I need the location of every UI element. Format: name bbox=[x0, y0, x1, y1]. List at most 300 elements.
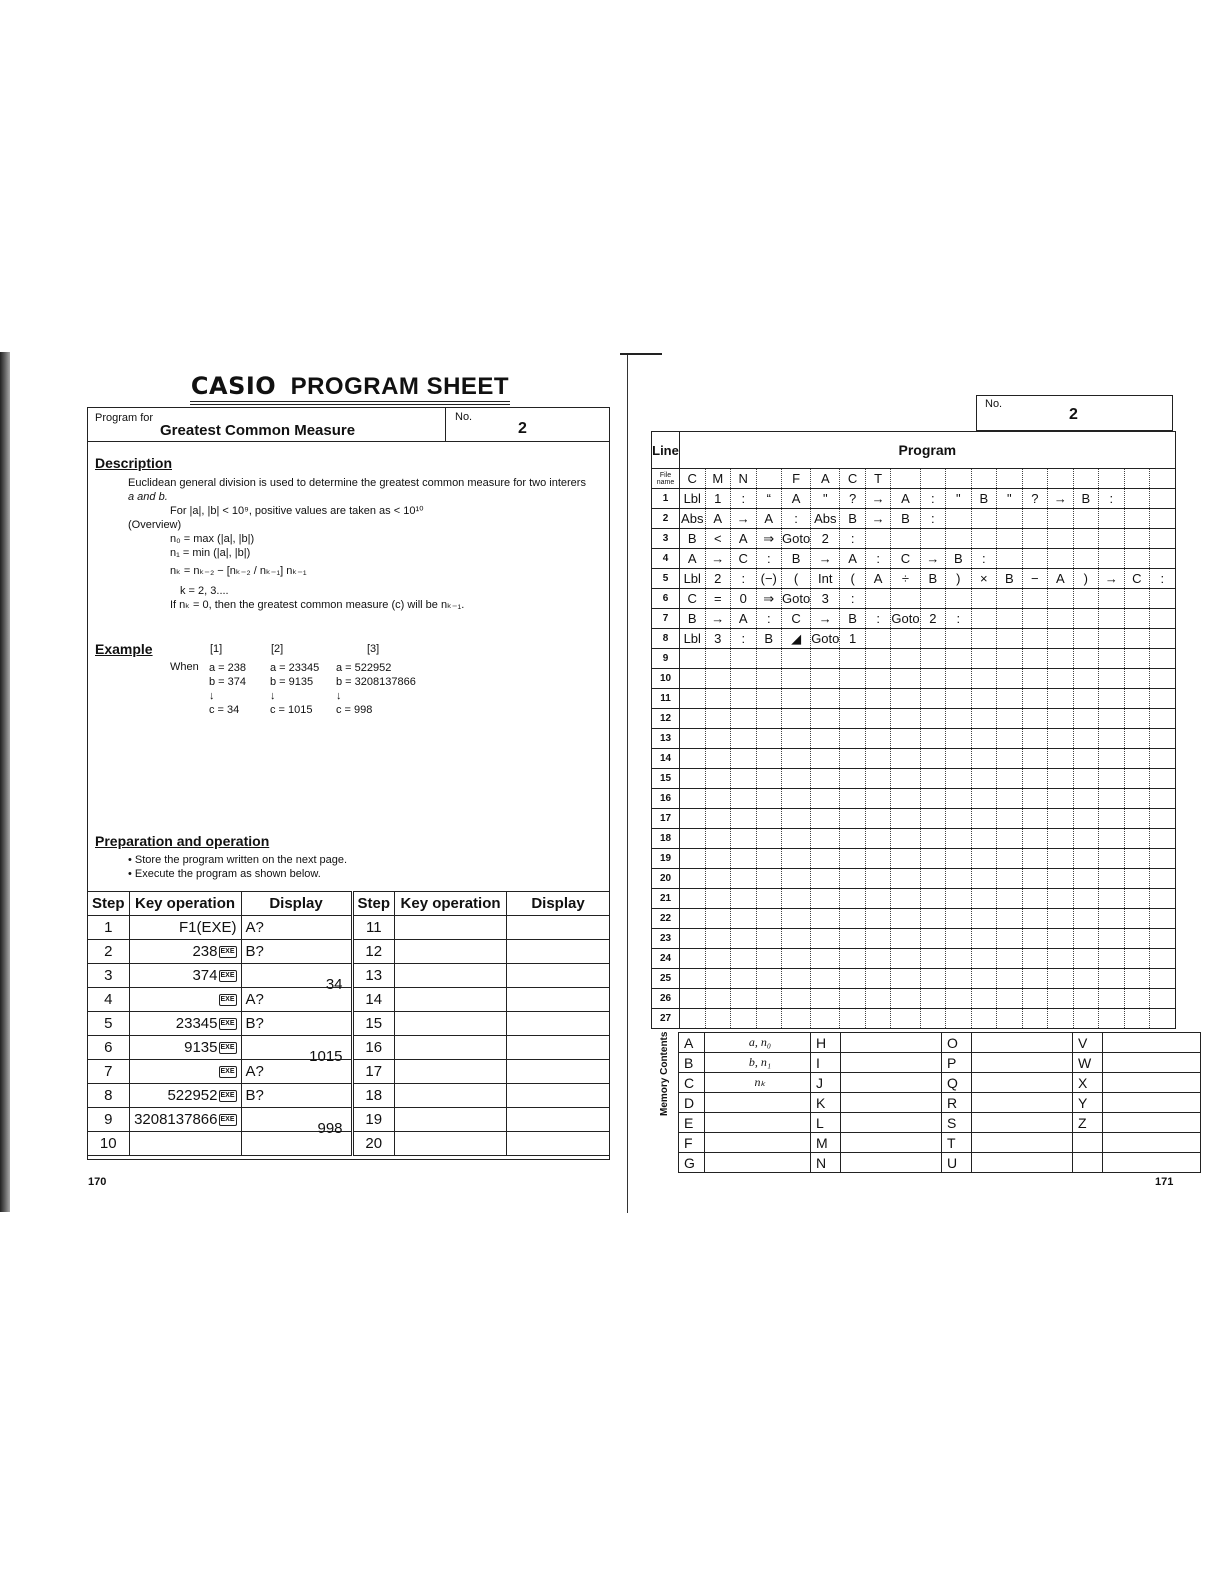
program-cell bbox=[971, 949, 997, 969]
program-cell bbox=[865, 949, 891, 969]
program-cell bbox=[1048, 769, 1074, 789]
program-cell bbox=[1099, 869, 1125, 889]
memory-value bbox=[972, 1153, 1073, 1173]
program-cell bbox=[1124, 629, 1150, 649]
program-cell: 0 bbox=[731, 589, 757, 609]
line-number: 15 bbox=[652, 769, 680, 789]
memory-variable: L bbox=[811, 1113, 841, 1133]
program-cell bbox=[840, 889, 866, 909]
program-cell bbox=[946, 769, 972, 789]
program-cell bbox=[971, 709, 997, 729]
program-cell bbox=[1022, 649, 1048, 669]
program-cell bbox=[1048, 609, 1074, 629]
program-cell bbox=[971, 729, 997, 749]
example-heading: Example bbox=[95, 641, 153, 657]
step-number: 10 bbox=[88, 1132, 130, 1156]
program-cell: : bbox=[971, 549, 997, 569]
program-cell bbox=[946, 829, 972, 849]
program-cell: : bbox=[840, 529, 866, 549]
program-cell bbox=[782, 869, 811, 889]
program-cell bbox=[946, 729, 972, 749]
program-cell: → bbox=[705, 609, 731, 629]
program-cell bbox=[997, 749, 1023, 769]
program-cell bbox=[865, 689, 891, 709]
program-cell: A bbox=[811, 469, 840, 489]
memory-value bbox=[972, 1093, 1073, 1113]
example-1-arrow: ↓ bbox=[209, 690, 215, 702]
program-cell bbox=[1073, 909, 1099, 929]
program-cell: 2 bbox=[811, 529, 840, 549]
program-cell bbox=[971, 649, 997, 669]
line-number: 13 bbox=[652, 729, 680, 749]
memory-value bbox=[972, 1133, 1073, 1153]
program-cell bbox=[840, 829, 866, 849]
program-cell bbox=[920, 689, 946, 709]
program-cell: B bbox=[1073, 489, 1099, 509]
program-cell: T bbox=[865, 469, 891, 489]
program-cell bbox=[946, 889, 972, 909]
key-operation bbox=[129, 1084, 241, 1108]
memory-value bbox=[972, 1073, 1073, 1093]
program-cell: → bbox=[1048, 489, 1074, 509]
program-cell bbox=[1150, 969, 1176, 989]
program-cell bbox=[1150, 549, 1176, 569]
program-cell bbox=[680, 969, 706, 989]
program-cell bbox=[731, 669, 757, 689]
program-cell bbox=[865, 789, 891, 809]
program-cell bbox=[1099, 589, 1125, 609]
program-cell bbox=[1022, 609, 1048, 629]
program-cell bbox=[1150, 1009, 1176, 1029]
program-cell bbox=[891, 829, 920, 849]
program-line-row bbox=[652, 749, 1176, 769]
program-cell: A bbox=[840, 549, 866, 569]
program-cell bbox=[1048, 509, 1074, 529]
program-line-row bbox=[652, 929, 1176, 949]
memory-variable: O bbox=[942, 1033, 972, 1053]
program-line-row bbox=[652, 549, 1176, 569]
display-prompt: A? bbox=[245, 919, 264, 936]
program-cell bbox=[1073, 629, 1099, 649]
program-cell bbox=[865, 709, 891, 729]
program-cell bbox=[811, 929, 840, 949]
step-row bbox=[88, 988, 610, 1012]
program-cell bbox=[891, 749, 920, 769]
program-cell bbox=[840, 1009, 866, 1029]
step-number: 11 bbox=[352, 916, 395, 940]
program-cell bbox=[997, 469, 1023, 489]
program-cell: B bbox=[891, 509, 920, 529]
exe-key-icon: EXE bbox=[219, 1090, 237, 1102]
program-line-row bbox=[652, 789, 1176, 809]
program-cell bbox=[705, 829, 731, 849]
program-cell bbox=[997, 989, 1023, 1009]
memory-variable: G bbox=[679, 1153, 705, 1173]
memory-variable: W bbox=[1073, 1053, 1103, 1073]
program-cell bbox=[1022, 469, 1048, 489]
program-cell bbox=[920, 649, 946, 669]
description-text bbox=[128, 476, 608, 612]
program-cell bbox=[680, 829, 706, 849]
program-cell bbox=[782, 849, 811, 869]
program-cell bbox=[705, 689, 731, 709]
program-cell bbox=[1073, 829, 1099, 849]
program-cell bbox=[997, 909, 1023, 929]
program-cell bbox=[1124, 469, 1150, 489]
display-cell bbox=[241, 1060, 352, 1084]
program-line-row bbox=[652, 689, 1176, 709]
program-cell bbox=[865, 809, 891, 829]
no-label-right: No. bbox=[985, 398, 1003, 410]
key-operation bbox=[395, 1012, 507, 1036]
program-cell bbox=[1124, 969, 1150, 989]
program-cell: N bbox=[731, 469, 757, 489]
memory-value bbox=[1103, 1153, 1201, 1173]
step-number: 16 bbox=[352, 1036, 395, 1060]
line-number: 27 bbox=[652, 1009, 680, 1029]
program-cell bbox=[840, 849, 866, 869]
program-cell bbox=[920, 629, 946, 649]
memory-variable: P bbox=[942, 1053, 972, 1073]
program-cell bbox=[865, 969, 891, 989]
program-cell: Goto bbox=[782, 529, 811, 549]
description-line: For |a|, |b| < 10⁹, positive values are taken as < 10¹⁰ bbox=[170, 505, 424, 517]
program-cell bbox=[1022, 969, 1048, 989]
program-cell: A bbox=[1048, 569, 1074, 589]
program-cell bbox=[782, 729, 811, 749]
program-table bbox=[651, 431, 1176, 1029]
step-row bbox=[88, 1060, 610, 1084]
program-cell bbox=[1124, 729, 1150, 749]
step-row bbox=[88, 1084, 610, 1108]
program-cell: : bbox=[865, 549, 891, 569]
key-operation bbox=[129, 1036, 241, 1060]
program-cell: : bbox=[1150, 569, 1176, 589]
program-cell bbox=[811, 809, 840, 829]
program-cell bbox=[971, 589, 997, 609]
title-text: PROGRAM SHEET bbox=[290, 373, 510, 400]
program-cell bbox=[840, 869, 866, 889]
program-cell bbox=[1124, 609, 1150, 629]
program-cell bbox=[1073, 1009, 1099, 1029]
program-cell bbox=[756, 889, 782, 909]
program-cell bbox=[680, 849, 706, 869]
program-cell bbox=[1048, 849, 1074, 869]
program-cell: C bbox=[731, 549, 757, 569]
program-cell bbox=[1099, 769, 1125, 789]
line-number: 10 bbox=[652, 669, 680, 689]
program-cell bbox=[1099, 669, 1125, 689]
program-cell bbox=[1124, 669, 1150, 689]
program-cell bbox=[1048, 929, 1074, 949]
program-cell: 1 bbox=[840, 629, 866, 649]
program-cell: : bbox=[946, 609, 972, 629]
line-number: 22 bbox=[652, 909, 680, 929]
program-cell bbox=[705, 929, 731, 949]
program-line-row bbox=[652, 869, 1176, 889]
program-cell bbox=[782, 749, 811, 769]
memory-value bbox=[1103, 1073, 1201, 1093]
key-operation bbox=[129, 1132, 241, 1156]
program-cell: B bbox=[840, 509, 866, 529]
key-sequence: 23345 bbox=[175, 1015, 218, 1032]
program-cell bbox=[1124, 489, 1150, 509]
memory-value bbox=[1103, 1053, 1201, 1073]
program-cell bbox=[1124, 929, 1150, 949]
program-cell bbox=[1022, 949, 1048, 969]
program-cell bbox=[1048, 809, 1074, 829]
program-cell bbox=[891, 629, 920, 649]
program-cell bbox=[1099, 609, 1125, 629]
program-cell: Lbl bbox=[680, 629, 706, 649]
program-cell: 3 bbox=[705, 629, 731, 649]
program-cell bbox=[1073, 809, 1099, 829]
program-cell bbox=[946, 649, 972, 669]
program-cell bbox=[1150, 649, 1176, 669]
program-cell bbox=[946, 749, 972, 769]
memory-variable: D bbox=[679, 1093, 705, 1113]
program-cell bbox=[1124, 989, 1150, 1009]
program-cell bbox=[1048, 909, 1074, 929]
program-cell bbox=[971, 809, 997, 829]
exe-key-icon: EXE bbox=[219, 970, 237, 982]
prep-line: • Store the program written on the next page. bbox=[128, 854, 348, 866]
program-cell bbox=[1124, 749, 1150, 769]
program-cell bbox=[705, 889, 731, 909]
example-3-c: c = 998 bbox=[336, 704, 373, 716]
example-1-b: b = 374 bbox=[209, 676, 247, 688]
program-cell bbox=[997, 529, 1023, 549]
description-heading: Description bbox=[95, 455, 173, 471]
key-operation bbox=[395, 1084, 507, 1108]
file-name-row bbox=[652, 469, 1176, 489]
program-cell bbox=[1048, 829, 1074, 849]
program-cell bbox=[1073, 549, 1099, 569]
formula-n1: n₁ = min (|a|, |b|) bbox=[170, 547, 251, 559]
key-operation bbox=[395, 1036, 507, 1060]
program-cell bbox=[782, 989, 811, 1009]
program-cell bbox=[920, 829, 946, 849]
step-number: 13 bbox=[352, 964, 395, 988]
program-cell bbox=[1073, 849, 1099, 869]
program-cell: → bbox=[811, 549, 840, 569]
program-cell bbox=[946, 869, 972, 889]
program-cell: C bbox=[891, 549, 920, 569]
description-line: (Overview) bbox=[128, 519, 182, 531]
line-number: 23 bbox=[652, 929, 680, 949]
example-col-3: [3] bbox=[367, 643, 380, 655]
program-cell bbox=[705, 789, 731, 809]
program-cell bbox=[1150, 669, 1176, 689]
program-cell bbox=[1099, 929, 1125, 949]
program-cell bbox=[1099, 749, 1125, 769]
key-operation bbox=[395, 964, 507, 988]
program-cell bbox=[971, 869, 997, 889]
program-cell bbox=[1099, 689, 1125, 709]
program-cell: : bbox=[756, 609, 782, 629]
program-cell bbox=[1099, 469, 1125, 489]
display-result: 998 bbox=[317, 1119, 343, 1137]
program-cell bbox=[705, 769, 731, 789]
program-cell bbox=[840, 989, 866, 1009]
key-sequence: 238 bbox=[192, 943, 218, 960]
example-3-b: b = 3208137866 bbox=[336, 676, 416, 688]
program-cell bbox=[1150, 749, 1176, 769]
program-cell bbox=[865, 589, 891, 609]
program-cell bbox=[891, 469, 920, 489]
program-cell bbox=[811, 889, 840, 909]
program-cell: ) bbox=[1073, 569, 1099, 589]
step-number: 12 bbox=[352, 940, 395, 964]
program-cell bbox=[756, 689, 782, 709]
key-sequence: 9135 bbox=[184, 1039, 218, 1056]
program-cell bbox=[1124, 769, 1150, 789]
program-cell bbox=[865, 769, 891, 789]
program-cell bbox=[731, 709, 757, 729]
example-2 bbox=[270, 661, 319, 717]
program-cell: → bbox=[705, 549, 731, 569]
memory-row bbox=[651, 1053, 1201, 1073]
program-cell: ⇒ bbox=[756, 589, 782, 609]
memory-variable: M bbox=[811, 1133, 841, 1153]
program-cell: ( bbox=[782, 569, 811, 589]
program-cell bbox=[946, 509, 972, 529]
program-cell bbox=[1073, 969, 1099, 989]
program-line-row bbox=[652, 829, 1176, 849]
program-cell bbox=[756, 969, 782, 989]
program-cell bbox=[1124, 689, 1150, 709]
program-cell bbox=[840, 729, 866, 749]
memory-value bbox=[841, 1033, 942, 1053]
program-cell bbox=[971, 789, 997, 809]
col-step-2: Step bbox=[352, 892, 395, 916]
col-key-operation: Key operation bbox=[129, 892, 241, 916]
display-cell bbox=[507, 1012, 610, 1036]
program-cell bbox=[920, 789, 946, 809]
key-operation bbox=[395, 988, 507, 1012]
key-operation bbox=[129, 916, 241, 940]
key-operation bbox=[129, 964, 241, 988]
program-cell: B bbox=[920, 569, 946, 589]
program-cell bbox=[811, 969, 840, 989]
program-cell bbox=[811, 709, 840, 729]
key-operation bbox=[395, 1132, 507, 1156]
program-cell bbox=[1048, 649, 1074, 669]
program-line-row bbox=[652, 949, 1176, 969]
program-cell bbox=[971, 689, 997, 709]
step-row bbox=[88, 1108, 610, 1132]
program-cell bbox=[1073, 609, 1099, 629]
step-row bbox=[88, 1012, 610, 1036]
display-cell bbox=[241, 1084, 352, 1108]
program-cell bbox=[1099, 829, 1125, 849]
memory-value: b, n₁ bbox=[705, 1053, 811, 1073]
program-cell bbox=[865, 829, 891, 849]
program-cell bbox=[1048, 989, 1074, 1009]
program-cell bbox=[840, 969, 866, 989]
memory-variable: U bbox=[942, 1153, 972, 1173]
program-cell bbox=[680, 709, 706, 729]
key-sequence: 374 bbox=[192, 967, 218, 984]
program-cell bbox=[891, 909, 920, 929]
program-cell bbox=[1124, 529, 1150, 549]
program-cell bbox=[1099, 889, 1125, 909]
program-cell bbox=[1150, 849, 1176, 869]
program-cell bbox=[731, 749, 757, 769]
program-cell bbox=[705, 669, 731, 689]
memory-value bbox=[1103, 1133, 1201, 1153]
program-cell: B bbox=[997, 569, 1023, 589]
program-cell: → bbox=[865, 509, 891, 529]
program-cell bbox=[1073, 669, 1099, 689]
program-cell bbox=[840, 669, 866, 689]
key-operation bbox=[395, 1060, 507, 1084]
display-result: 1015 bbox=[309, 1047, 343, 1065]
program-cell bbox=[680, 669, 706, 689]
program-cell bbox=[891, 709, 920, 729]
program-cell bbox=[840, 909, 866, 929]
program-cell bbox=[997, 789, 1023, 809]
line-number: 7 bbox=[652, 609, 680, 629]
memory-row bbox=[651, 1093, 1201, 1113]
step-number: 19 bbox=[352, 1108, 395, 1132]
program-cell: Lbl bbox=[680, 569, 706, 589]
program-cell bbox=[1048, 549, 1074, 569]
program-cell bbox=[1150, 889, 1176, 909]
display-cell bbox=[241, 1012, 352, 1036]
memory-value: nₖ bbox=[705, 1073, 811, 1093]
line-number: 12 bbox=[652, 709, 680, 729]
no-label: No. bbox=[455, 411, 473, 423]
program-cell bbox=[891, 929, 920, 949]
program-cell bbox=[731, 689, 757, 709]
program-cell: C bbox=[782, 609, 811, 629]
display-cell bbox=[507, 964, 610, 988]
program-cell bbox=[891, 589, 920, 609]
program-cell bbox=[997, 849, 1023, 869]
program-cell: C bbox=[680, 589, 706, 609]
program-cell: Abs bbox=[811, 509, 840, 529]
exe-key-icon: EXE bbox=[219, 1066, 237, 1078]
program-cell bbox=[997, 689, 1023, 709]
line-number: 8 bbox=[652, 629, 680, 649]
program-cell bbox=[782, 649, 811, 669]
memory-value bbox=[972, 1113, 1073, 1133]
program-cell bbox=[920, 929, 946, 949]
program-cell bbox=[1048, 969, 1074, 989]
program-cell bbox=[946, 669, 972, 689]
example-2-a: a = 23345 bbox=[270, 662, 320, 674]
program-cell bbox=[1073, 509, 1099, 529]
program-cell bbox=[1150, 869, 1176, 889]
program-cell bbox=[811, 849, 840, 869]
program-cell bbox=[891, 1009, 920, 1029]
program-cell bbox=[1150, 489, 1176, 509]
program-cell: : bbox=[920, 509, 946, 529]
program-cell bbox=[920, 709, 946, 729]
program-line-row bbox=[652, 649, 1176, 669]
program-cell: → bbox=[920, 549, 946, 569]
program-line-row bbox=[652, 569, 1176, 589]
program-cell bbox=[1022, 849, 1048, 869]
program-cell bbox=[1073, 889, 1099, 909]
display-cell bbox=[507, 1108, 610, 1132]
program-cell bbox=[731, 849, 757, 869]
program-cell bbox=[865, 629, 891, 649]
program-cell bbox=[731, 909, 757, 929]
program-cell bbox=[1022, 809, 1048, 829]
key-operation bbox=[129, 1060, 241, 1084]
